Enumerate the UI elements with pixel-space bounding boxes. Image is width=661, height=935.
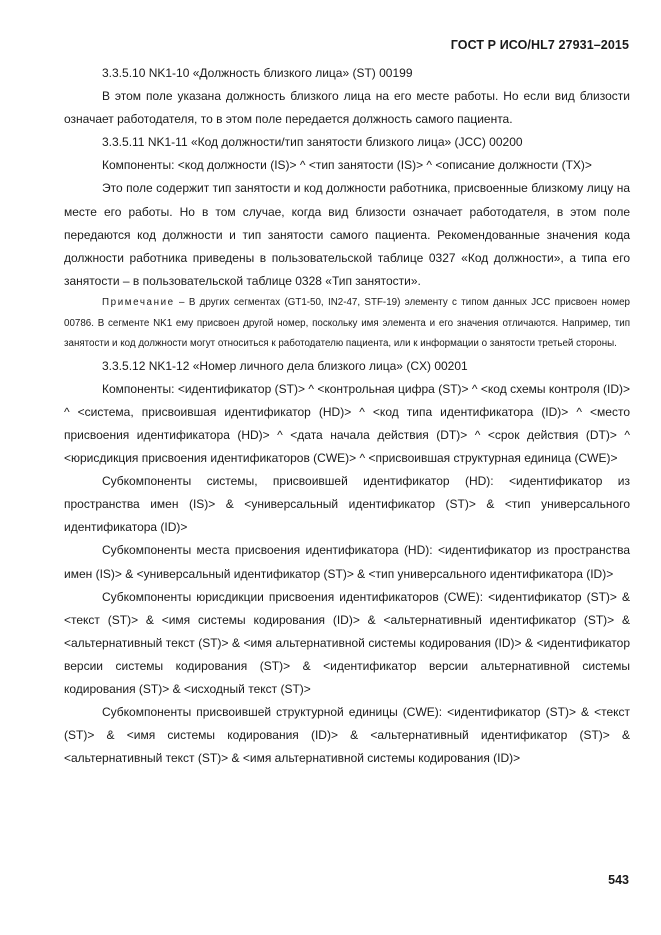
body-paragraph: В этом поле указана должность близкого лица на его месте работы. Но если вид близости означает работодателя, то в этом поле передается должность самого пациента.	[64, 89, 630, 127]
section-title: 3.3.5.10 NK1-10 «Должность близкого лица» (ST) 00199	[102, 66, 413, 80]
body-paragraph: Субкомпоненты места присвоения идентификатора (HD): <идентификатор из пространства имен (IS)> & <универсальный идентификатор (ST)> & <тип универсального идентификатора (ID)>	[64, 543, 630, 581]
body-paragraph: Субкомпоненты системы, присвоившей идентификатор (HD): <идентификатор из пространства имен (IS)> & <универсальный идентификатор (ST)> & <тип универсального идентификатора (ID)>	[64, 474, 630, 535]
note-text: – В других сегментах (GT1-50, IN2-47, STF-19) элементу с типом данных JCC присвоен номер 00786. В сегменте NK1 ему присвоен другой номер, поскольку имя элемента и его значения отличаются. Например, тип занятости и код должности могут относиться к работодателю пациента, или к информации о занятости третьей стороны.	[64, 296, 630, 350]
section-title: 3.3.5.12 NK1-12 «Номер личного дела близкого лица» (CX) 00201	[102, 358, 468, 373]
body-paragraph: Это поле содержит тип занятости и код должности работника, присвоенные близкому лицу на месте его работы. Но в том случае, когда вид близости означает работодателя, в этом поле передаются код должности и тип занятости самого пациента. Рекомендованные значения кода должности работника приведены в пользовательской таблице 0327 «Код должности», а типа его занятости – в пользовательской таблице 0328 «Тип занятости».	[64, 181, 630, 288]
page-number: 543	[608, 873, 629, 887]
body-paragraph: Субкомпоненты юрисдикции присвоения идентификаторов (CWE): <идентификатор (ST)> & <текст (ST)> & <имя системы кодирования (ID)> & <альтернативный идентификатор (ST)> & <альтернативный текст (ST)> & <имя альтернативной системы кодирования (ID)> & <идентификатор версии системы кодирования (ST)> & <идентификатор версии альтернативной системы кодирования (ST)> & <исходный текст (ST)>	[64, 589, 630, 697]
section-title: 3.3.5.11 NK1-11 «Код должности/тип занятости близкого лица» (JCC) 00200	[102, 135, 523, 150]
document-body	[64, 62, 630, 770]
body-paragraph: Компоненты: <код должности (IS)> ^ <тип занятости (IS)> ^ <описание должности (TX)>	[102, 158, 592, 173]
body-paragraph: Субкомпоненты присвоившей структурной единицы (CWE): <идентификатор (ST)> & <текст (ST)> & <имя системы кодирования (ID)> & <альтернативный идентификатор (ST)> & <альтернативный текст (ST)> & <имя альтернативной системы кодирования (ID)>	[64, 705, 630, 766]
document-header: ГОСТ Р ИСО/HL7 27931–2015	[450, 38, 629, 52]
note-label: Примечание	[102, 296, 175, 308]
body-paragraph: Компоненты: <идентификатор (ST)> ^ <контрольная цифра (ST)> ^ <код схемы контроля (ID)> ^ <система, присвоившая идентификатор (HD)> ^ <код типа идентификатора (ID)> ^ <место присвоения идентификатора (HD)> ^ <дата начала действия (DT)> ^ <срок действия (DT)> ^ <юрисдикция присвоения идентификаторов (CWE)> ^ <присвоившая структурная единица (CWE)>	[64, 381, 630, 466]
note-block	[64, 293, 630, 355]
